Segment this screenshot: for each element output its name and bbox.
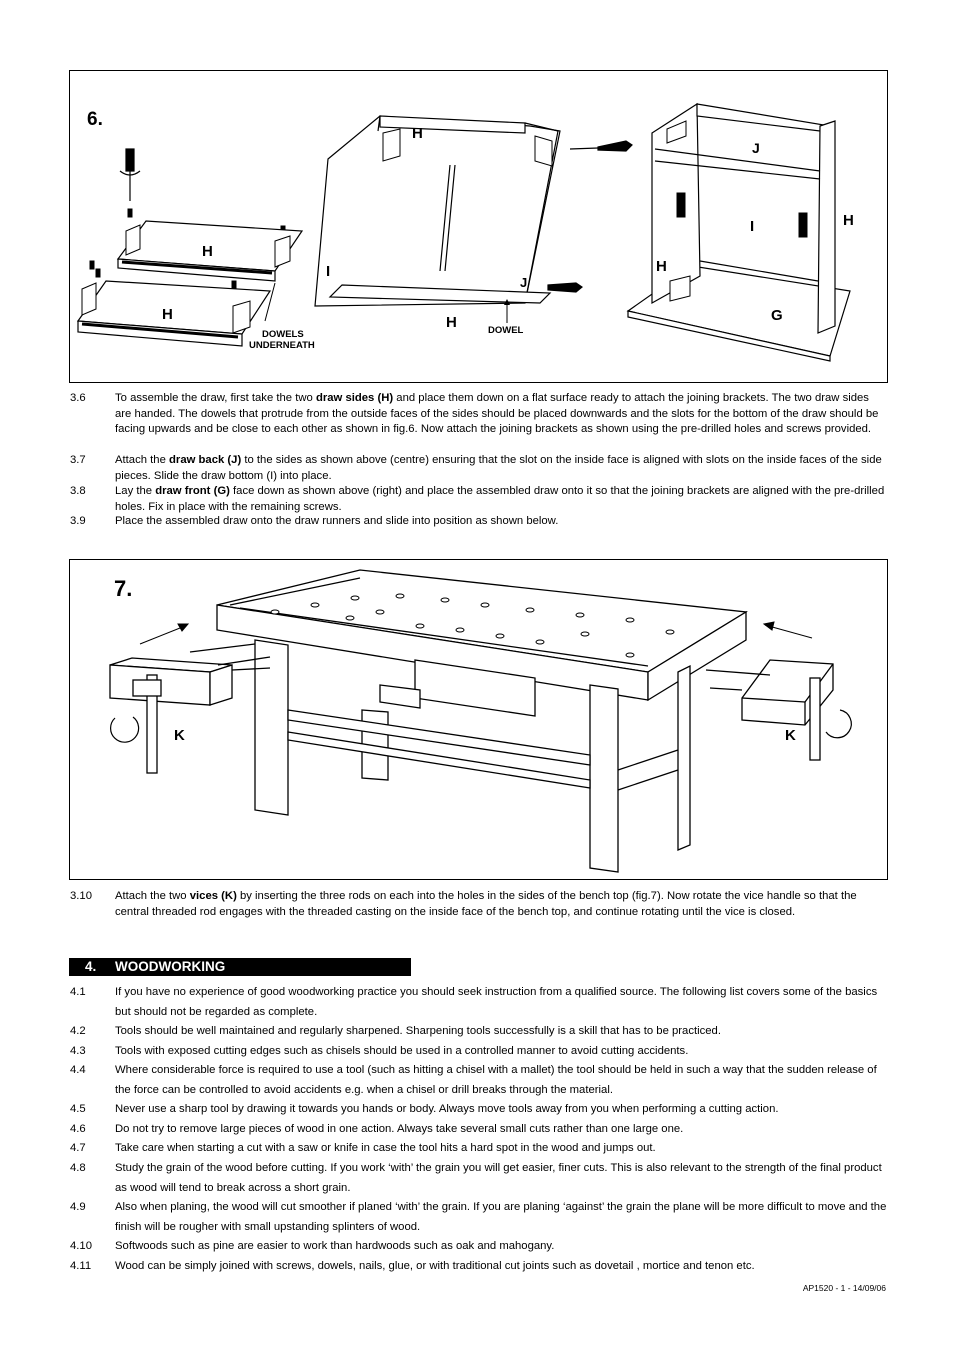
step-3-9 xyxy=(70,514,888,530)
step-3-6 xyxy=(70,391,888,453)
item-number: 4.7 xyxy=(70,1142,86,1154)
vice-right xyxy=(706,660,833,760)
step-3-8 xyxy=(70,484,888,515)
item-number: 4.10 xyxy=(70,1240,92,1252)
label-h: H xyxy=(656,258,667,275)
label-h: H xyxy=(446,314,457,331)
item-number: 4.1 xyxy=(70,986,86,998)
item-text: Study the grain of the wood before cutting. If you work ‘with’ the grain you will get easier, finer cuts. This is also relevant to the strength of the final product as wood will tend to break across a short grain. xyxy=(115,1162,882,1194)
list-item xyxy=(70,1120,888,1140)
item-text: Also when planing, the wood will cut smoother if planed ‘with’ the grain. If you are planing ‘against’ the grain the plane will be more difficult to move and the finish will be rougher with small upstanding splinters of wood. xyxy=(115,1201,887,1233)
figure-6 xyxy=(69,70,888,383)
label-h: H xyxy=(202,243,213,260)
list-item xyxy=(70,1257,888,1277)
label-i: I xyxy=(750,218,755,235)
figure-6-drawing xyxy=(70,71,887,382)
item-text: Softwoods such as pine are easier to work than hardwoods such as oak and mahogany. xyxy=(115,1240,555,1252)
section-heading-woodworking xyxy=(69,958,411,976)
item-number: 4.5 xyxy=(70,1103,86,1115)
item-text: Tools with exposed cutting edges such as chisels should be used in a controlled manner to avoid cutting accidents. xyxy=(115,1045,689,1057)
list-item xyxy=(70,1042,888,1062)
label-h: H xyxy=(162,306,173,323)
item-text: Take care when starting a cut with a saw or knife in case the tool hits a hard spot in the wood and jumps out. xyxy=(115,1142,656,1154)
figure-7-number: 7. xyxy=(114,576,133,601)
figure-6-number: 6. xyxy=(87,109,103,130)
page-footer: AP1520 - 1 - 14/09/06 xyxy=(802,1283,886,1293)
vice-left xyxy=(110,644,270,773)
label-j: J xyxy=(752,140,760,156)
step-text: To assemble the draw, first take the two draw sides (H) and place them down on a flat surface ready to attach the joining brackets. The two draw sides are handed. The dowels that protrude from the outside faces of the sides should be placed downwards and the slots for the bottom of the draw should be facing upwards and be close to each other as shown in fig.6. Now attach the joining brackets as shown using the pre-drilled holes and screws provided. xyxy=(115,392,879,435)
step-text: Place the assembled draw onto the draw runners and slide into position as shown below. xyxy=(115,515,559,527)
dowel-label: DOWEL xyxy=(488,325,524,336)
step-number: 3.6 xyxy=(70,392,86,404)
label-j: J xyxy=(520,275,528,290)
item-number: 4.2 xyxy=(70,1025,86,1037)
label-h: H xyxy=(412,125,423,142)
dowels-underneath-label: UNDERNEATH xyxy=(249,340,315,351)
workbench xyxy=(217,570,746,872)
list-item xyxy=(70,1061,888,1100)
item-text: If you have no experience of good woodworking practice you should seek instruction from a qualified source. The following list covers some of the basics but should not be regarded as complete. xyxy=(115,986,878,1018)
label-h: H xyxy=(843,212,854,229)
section-title: WOODWORKING xyxy=(115,959,226,974)
step-number: 3.7 xyxy=(70,454,86,466)
list-item xyxy=(70,1139,888,1159)
item-number: 4.11 xyxy=(70,1260,92,1272)
list-item xyxy=(70,1198,888,1237)
section-number: 4. xyxy=(85,959,97,974)
item-text: Tools should be well maintained and regularly sharpened. Sharpening tools successfully is a skill that has to be practiced. xyxy=(115,1025,721,1037)
rotate-icon xyxy=(111,710,852,742)
list-item xyxy=(70,983,888,1022)
step-number: 3.9 xyxy=(70,515,86,527)
item-text: Where considerable force is required to use a tool (such as hitting a chisel with a mallet) the tool should be held in such a way that the sudden release of the force can be controlled to avoid accidents e.g. when a chisel or drill breaks through the material. xyxy=(115,1064,877,1096)
label-k: K xyxy=(174,727,185,744)
list-item xyxy=(70,1022,888,1042)
label-i: I xyxy=(326,263,331,280)
draw-front-right xyxy=(628,104,850,361)
list-item xyxy=(70,1159,888,1198)
label-g: G xyxy=(771,307,783,324)
item-number: 4.6 xyxy=(70,1123,86,1135)
screwdriver-icon xyxy=(548,141,632,292)
item-number: 4.9 xyxy=(70,1201,86,1213)
list-item xyxy=(70,1237,888,1257)
label-k: K xyxy=(785,727,796,744)
step-text: Attach the draw back (J) to the sides as shown above (centre) ensuring that the slot on the inside face is aligned with slots on the inside faces of the side pieces. Slide the draw bottom (I) into place. xyxy=(115,454,882,482)
step-3-10 xyxy=(70,889,888,936)
step-3-7 xyxy=(70,453,888,484)
dowels-underneath-label: DOWELS xyxy=(262,329,304,340)
item-number: 4.8 xyxy=(70,1162,86,1174)
figure-7 xyxy=(69,559,888,880)
item-number: 4.4 xyxy=(70,1064,86,1076)
figure-7-drawing xyxy=(70,560,887,879)
item-text: Never use a sharp tool by drawing it towards you hands or body. Always move tools away from you when performing a cutting action. xyxy=(115,1103,779,1115)
step-text: Lay the draw front (G) face down as shown above (right) and place the assembled draw onto it so that the joining brackets are aligned with the pre-drilled holes. Fix in place with the remaining screws. xyxy=(115,485,885,513)
step-number: 3.10 xyxy=(70,890,92,902)
screwdriver-icon xyxy=(120,149,140,201)
step-text: Attach the two vices (K) by inserting the three rods on each into the holes in the sides of the bench top (fig.7). Now rotate the vice handle so that the central threaded rod engages with the threaded casting on the inside face of the bench top, and continue rotating until the vice is closed. xyxy=(115,890,857,918)
item-number: 4.3 xyxy=(70,1045,86,1057)
list-item xyxy=(70,1100,888,1120)
item-text: Wood can be simply joined with screws, dowels, nails, glue, or with traditional cut joints such as dovetail , mortice and tenon etc. xyxy=(115,1260,755,1272)
step-number: 3.8 xyxy=(70,485,86,497)
item-text: Do not try to remove large pieces of wood in one action. Always take several small cuts rather than one large one. xyxy=(115,1123,684,1135)
